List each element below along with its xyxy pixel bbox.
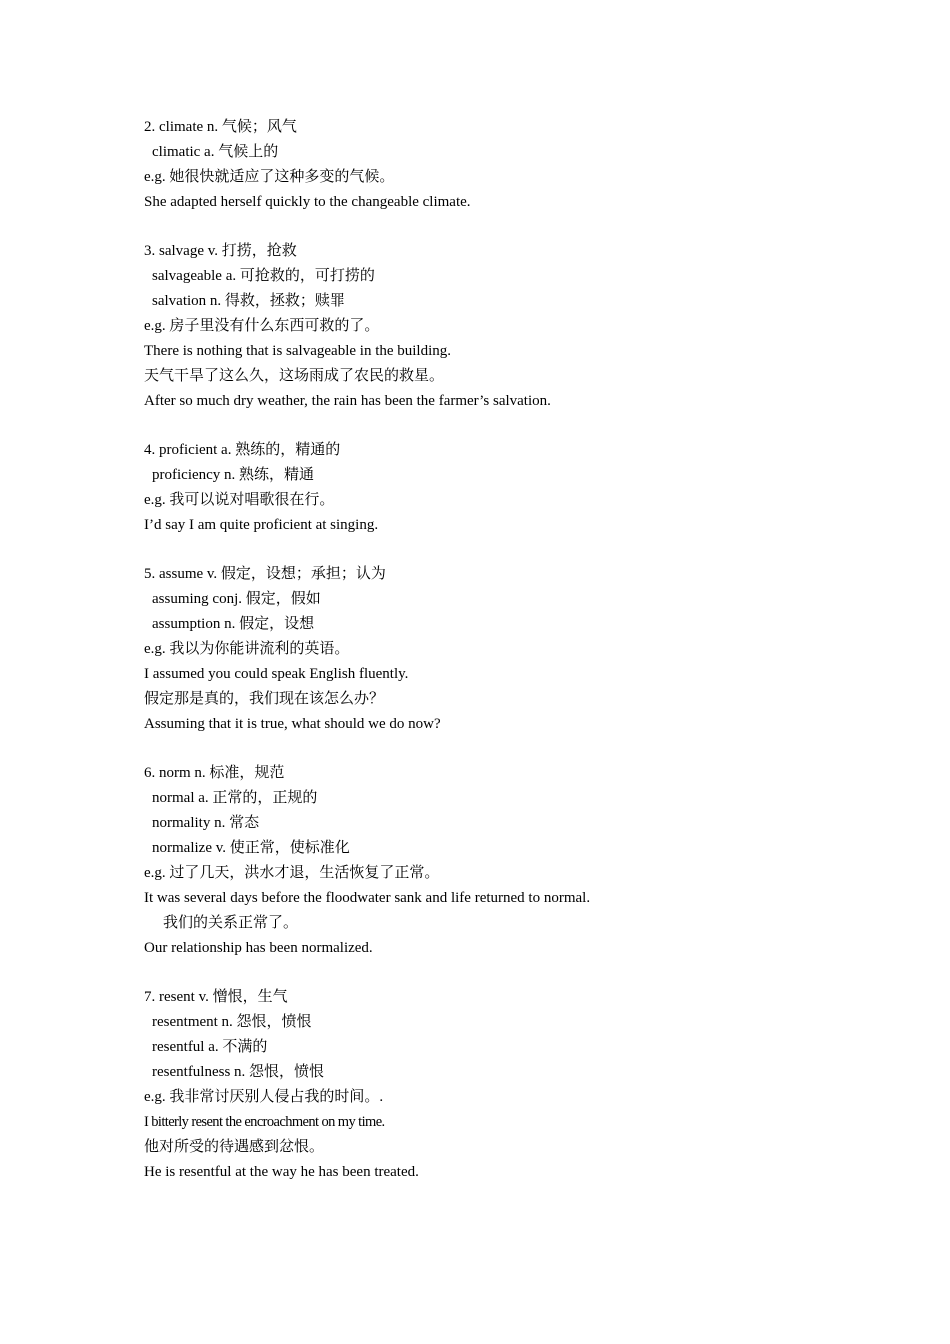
derivative: normality n. 常态 <box>152 815 260 831</box>
vocab-entry-norm <box>144 761 844 961</box>
derivative: salvation n. 得救，拯救；赎罪 <box>152 293 345 309</box>
headword: 7. resent v. 憎恨，生气 <box>144 989 288 1005</box>
example-line: e.g. 她很快就适应了这种多变的气候。 <box>144 169 395 185</box>
derivative: salvageable a. 可抢救的，可打捞的 <box>152 268 375 284</box>
headword: 5. assume v. 假定，设想；承担；认为 <box>144 566 386 582</box>
example-line: After so much dry weather, the rain has been the farmer’s salvation. <box>144 393 551 409</box>
example-line: Our relationship has been normalized. <box>144 940 373 956</box>
example-line: e.g. 房子里没有什么东西可救的了。 <box>144 318 380 334</box>
vocab-entry-salvage <box>144 239 844 414</box>
derivative: resentful a. 不满的 <box>152 1039 268 1055</box>
example-line: 我们的关系正常了。 <box>163 915 299 931</box>
vocab-entry-resent <box>144 985 844 1185</box>
vocab-entry-proficient <box>144 438 844 538</box>
example-line: I assumed you could speak English fluently. <box>144 666 409 682</box>
headword: 2. climate n. 气候；风气 <box>144 119 297 135</box>
vocabulary-list <box>144 115 844 1209</box>
example-line: I’d say I am quite proficient at singing. <box>144 517 379 533</box>
example-line: 天气干旱了这么久，这场雨成了农民的救星。 <box>144 368 445 384</box>
example-line: e.g. 我以为你能讲流利的英语。 <box>144 641 350 657</box>
derivative: normalize v. 使正常，使标准化 <box>152 840 350 856</box>
derivative: resentfulness n. 怨恨，愤恨 <box>152 1064 325 1080</box>
vocab-entry-climate <box>144 115 844 215</box>
example-line: I bitterly resent the encroachment on my time. <box>144 1114 385 1130</box>
example-line: There is nothing that is salvageable in the building. <box>144 343 452 359</box>
example-line: e.g. 过了几天，洪水才退，生活恢复了正常。 <box>144 865 440 881</box>
example-line: e.g. 我非常讨厌别人侵占我的时间。. <box>144 1089 384 1105</box>
derivative: climatic a. 气候上的 <box>152 144 279 160</box>
derivative: assuming conj. 假定，假如 <box>152 591 321 607</box>
derivative: resentment n. 怨恨，愤恨 <box>152 1014 312 1030</box>
example-line: It was several days before the floodwater sank and life returned to normal. <box>144 890 591 906</box>
example-line: 假定那是真的，我们现在该怎么办？ <box>144 691 385 707</box>
example-line: Assuming that it is true, what should we do now? <box>144 716 441 732</box>
derivative: proficiency n. 熟练，精通 <box>152 467 315 483</box>
headword: 4. proficient a. 熟练的，精通的 <box>144 442 341 458</box>
example-line: e.g. 我可以说对唱歌很在行。 <box>144 492 335 508</box>
derivative: normal a. 正常的，正规的 <box>152 790 318 806</box>
vocab-entry-assume <box>144 562 844 737</box>
derivative: assumption n. 假定，设想 <box>152 616 315 632</box>
example-line: 他对所受的待遇感到忿恨。 <box>144 1139 325 1155</box>
headword: 6. norm n. 标准，规范 <box>144 765 285 781</box>
example-line: He is resentful at the way he has been treated. <box>144 1164 419 1180</box>
headword: 3. salvage v. 打捞，抢救 <box>144 243 297 259</box>
example-line: She adapted herself quickly to the changeable climate. <box>144 194 471 210</box>
